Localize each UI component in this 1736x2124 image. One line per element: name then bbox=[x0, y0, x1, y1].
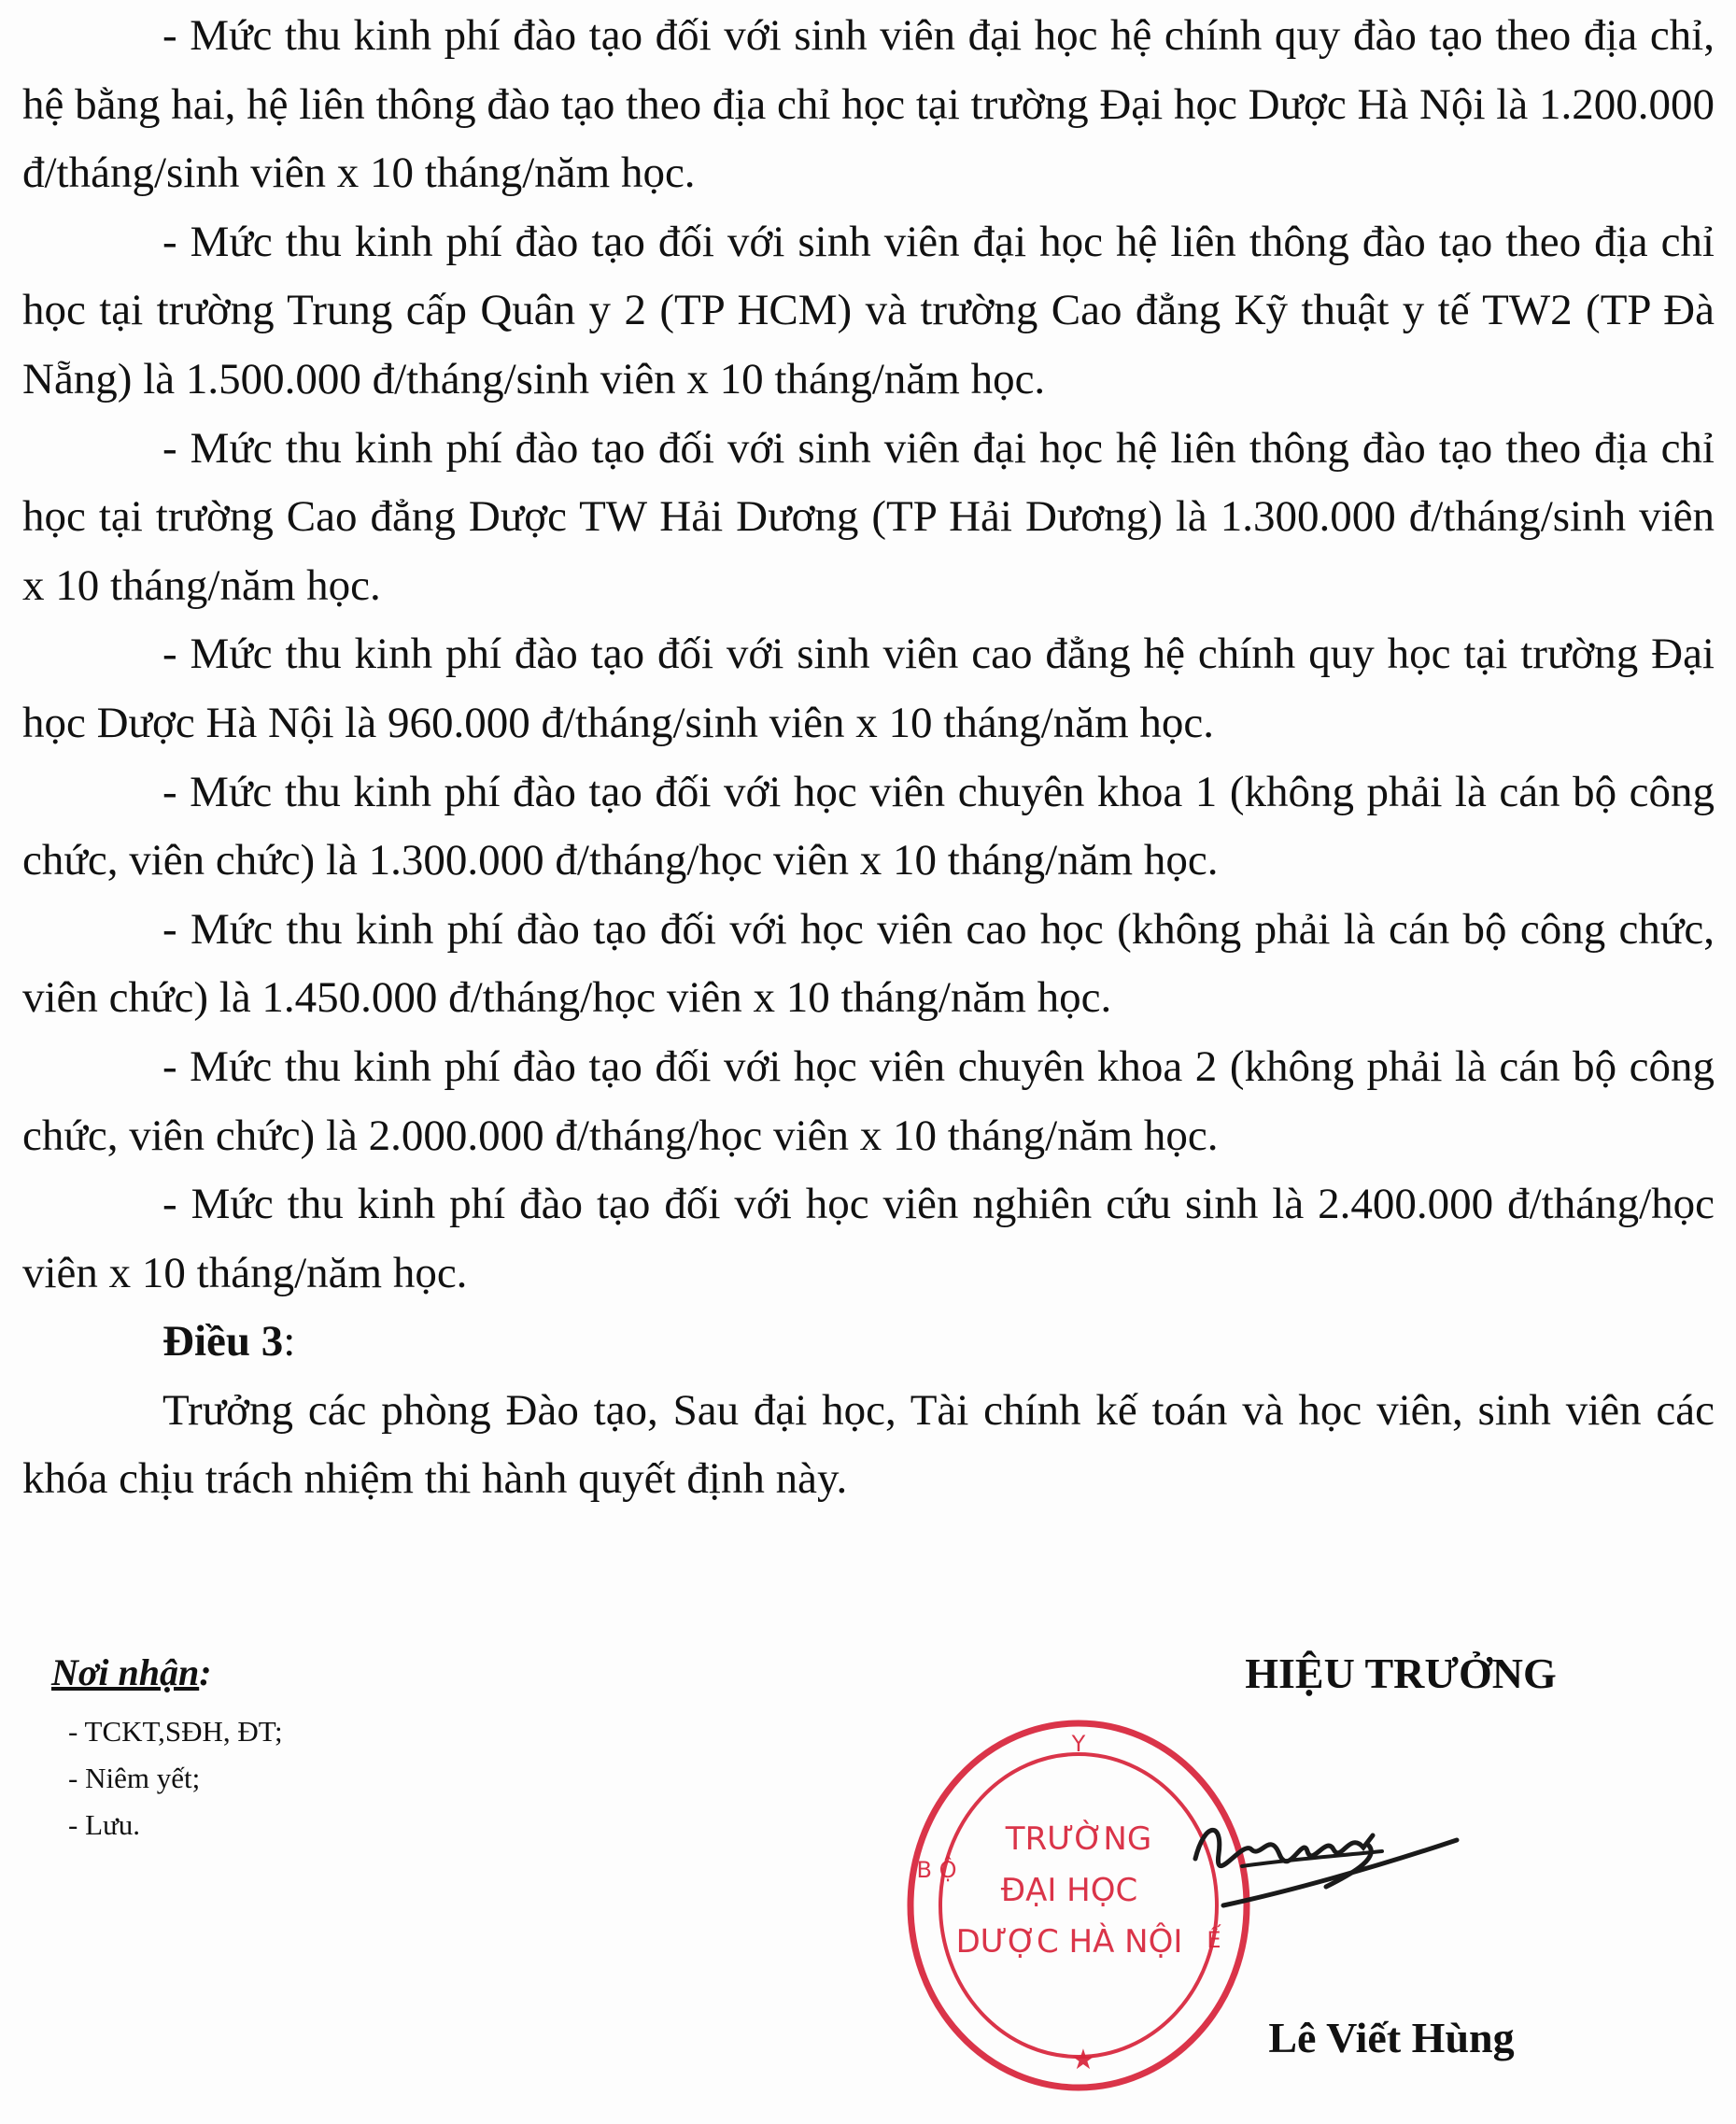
fee-paragraph-3: - Mức thu kinh phí đào tạo đối với sinh viên đại học hệ liên thông đào tạo theo địa chỉ học tại trường Cao đẳng Dược TW Hải Dương (TP Hải Dương) là 1.300.000 đ/tháng/sinh viên x 10 tháng/năm học. bbox=[22, 423, 1715, 610]
fee-paragraph-6: - Mức thu kinh phí đào tạo đối với học viên cao học (không phải là cán bộ công chức, viên chức) là 1.450.000 đ/tháng/học viên x 10 tháng/năm học. bbox=[22, 904, 1715, 1023]
recipients-label bbox=[51, 1647, 612, 1699]
recipients-list bbox=[51, 1708, 612, 1848]
article-3-heading: Điều 3 bbox=[162, 1317, 284, 1366]
stamp-ring-top: Y bbox=[1071, 1731, 1086, 1757]
article-3-text: Trưởng các phòng Đào tạo, Sau đại học, Tài chính kế toán và học viên, sinh viên các khóa chịu trách nhiệm thi hành quyết định này. bbox=[22, 1385, 1715, 1504]
signature-title: HIỆU TRƯỞNG bbox=[1245, 1650, 1557, 1697]
document-body bbox=[22, 2, 1715, 1514]
recipient-item: - Lưu. bbox=[68, 1808, 141, 1841]
stamp-ring-bottom: ★ bbox=[1070, 2044, 1096, 2076]
fee-paragraph-1: - Mức thu kinh phí đào tạo đối với sinh viên đại học hệ chính quy đào tạo theo địa chỉ, hệ bằng hai, hệ liên thông đào tạo theo địa chỉ học tại trường Đại học Dược Hà Nội là 1.200.000 đ/tháng/sinh viên x 10 tháng/năm học. bbox=[22, 11, 1715, 198]
article-3-colon: : bbox=[283, 1317, 296, 1366]
fee-paragraph-4: - Mức thu kinh phí đào tạo đối với sinh viên cao đẳng hệ chính quy học tại trường Đại học Dược Hà Nội là 960.000 đ/tháng/sinh viên x 10 tháng/năm học. bbox=[22, 630, 1715, 747]
recipients-block bbox=[51, 1647, 612, 1848]
stamp-ring-right: Ế bbox=[1207, 1927, 1221, 1953]
article-3-heading-line bbox=[22, 1308, 1715, 1377]
stamp-line-3: DƯỢC HÀ NỘI bbox=[955, 1923, 1183, 1961]
stamp-ring-left: B Ộ bbox=[916, 1857, 957, 1883]
recipient-item: - Niêm yết; bbox=[68, 1762, 201, 1794]
fee-paragraph-5: - Mức thu kinh phí đào tạo đối với học viên chuyên khoa 1 (không phải là cán bộ công chức, viên chức) là 1.300.000 đ/tháng/học viên x 10 tháng/năm học. bbox=[22, 767, 1715, 885]
recipient-item: - TCKT,SĐH, ĐT; bbox=[68, 1715, 283, 1748]
handwritten-signature bbox=[1186, 1803, 1466, 1943]
recipients-label-text: Nơi nhận bbox=[51, 1651, 200, 1693]
recipients-label-colon: : bbox=[199, 1651, 212, 1693]
fee-paragraph-8: - Mức thu kinh phí đào tạo đối với học viên nghiên cứu sinh là 2.400.000 đ/tháng/học viên x 10 tháng/năm học. bbox=[22, 1180, 1715, 1297]
stamp-line-2: ĐẠI HỌC bbox=[1000, 1872, 1138, 1909]
signer-name: Lê Viết Hùng bbox=[1268, 2014, 1515, 2061]
fee-paragraph-2: - Mức thu kinh phí đào tạo đối với sinh viên đại học hệ liên thông đào tạo theo địa chỉ học tại trường Trung cấp Quân y 2 (TP HCM) và trường Cao đẳng Kỹ thuật y tế TW2 (TP Đà Nẵng) là 1.500.000 đ/tháng/sinh viên x 10 tháng/năm học. bbox=[22, 217, 1715, 404]
stamp-line-1: TRƯỜNG bbox=[1005, 1820, 1152, 1858]
fee-paragraph-7: - Mức thu kinh phí đào tạo đối với học viên chuyên khoa 2 (không phải là cán bộ công chức, viên chức) là 2.000.000 đ/tháng/học viên x 10 tháng/năm học. bbox=[22, 1041, 1715, 1160]
